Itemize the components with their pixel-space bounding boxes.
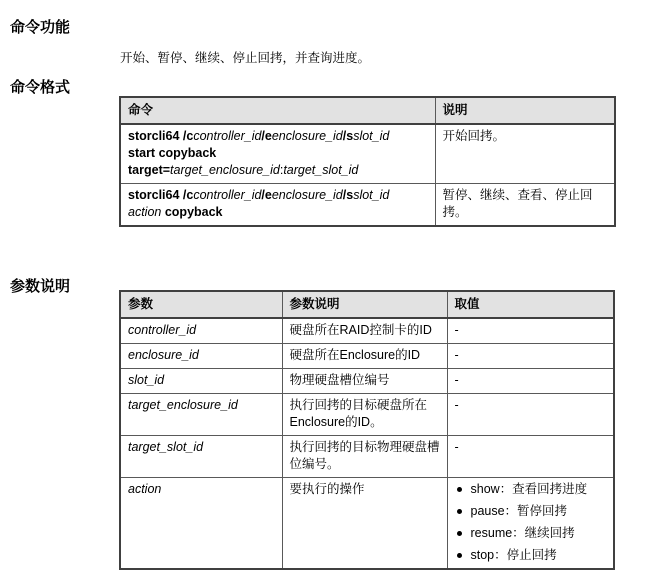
parameter-name-cell: [120, 394, 282, 436]
section-title-command-format: 命令格式: [10, 79, 71, 97]
parameter-description-cell: 硬盘所在Enclosure的ID: [282, 344, 447, 369]
params-table-row: [120, 394, 614, 436]
parameter-value-cell: -: [447, 394, 614, 436]
command-line: [128, 128, 428, 145]
command-cell: [120, 124, 435, 184]
params-table-header-cell: 取值: [447, 291, 614, 318]
command-text-segment: :: [279, 163, 284, 177]
parameter-value-cell: -: [447, 369, 614, 394]
format-table-row: [120, 184, 615, 227]
command-line: [128, 187, 428, 204]
parameter-description-cell: 执行回拷的目标物理硬盘槽位编号。: [282, 436, 447, 478]
value-bullet-item: [455, 481, 607, 498]
parameter-name-cell: [120, 369, 282, 394]
parameter-name: enclosure_id: [128, 348, 199, 362]
command-text-segment: target=: [128, 163, 171, 177]
value-bullet-text: stop：停止回拷: [470, 548, 557, 562]
params-table-header-cell: 参数说明: [282, 291, 447, 318]
format-table-header-cell: 说明: [435, 97, 615, 124]
section-title-parameter-description: 参数说明: [10, 278, 71, 296]
parameter-name: target_slot_id: [128, 440, 204, 454]
parameter-value-cell: -: [447, 318, 614, 344]
command-line: [128, 204, 428, 221]
params-table-row: [120, 478, 614, 570]
command-text-segment: /s: [342, 188, 354, 202]
bullet-icon: [457, 487, 462, 492]
parameter-name: controller_id: [128, 323, 197, 337]
parameter-name-cell: [120, 318, 282, 344]
parameter-value-cell: [447, 478, 614, 570]
command-text-segment: storcli64 /c: [128, 188, 194, 202]
command-description-cell: 暂停、继续、查看、停止回拷。: [435, 184, 615, 227]
command-text-segment: /e: [261, 188, 272, 202]
command-text-segment: copyback: [164, 205, 223, 219]
value-bullet-item: [455, 525, 607, 542]
command-line: [128, 162, 428, 179]
value-bullet-item: [455, 503, 607, 520]
command-text-segment: slot_id: [353, 129, 390, 143]
parameter-value-cell: -: [447, 436, 614, 478]
command-text-segment: controller_id: [193, 188, 262, 202]
parameter-description-cell: 硬盘所在RAID控制卡的ID: [282, 318, 447, 344]
value-bullet-item: [455, 547, 607, 564]
format-table-header-row: [120, 97, 615, 124]
parameter-description-cell: 执行回拷的目标硬盘所在Enclosure的ID。: [282, 394, 447, 436]
command-text-segment: controller_id: [193, 129, 262, 143]
command-text-segment: target_enclosure_id: [170, 163, 280, 177]
command-text-segment: action: [128, 205, 162, 219]
params-table-row: [120, 369, 614, 394]
section-title-command-function: 命令功能: [10, 19, 71, 37]
command-line: [128, 145, 428, 162]
command-text-segment: /s: [342, 129, 354, 143]
parameter-description-cell: 要执行的操作: [282, 478, 447, 570]
command-text-segment: start copyback: [128, 146, 217, 160]
command-text-segment: enclosure_id: [271, 188, 343, 202]
params-table-row: [120, 318, 614, 344]
value-bullet-text: pause：暂停回拷: [470, 504, 568, 518]
value-bullet-text: show：查看回拷进度: [470, 482, 588, 496]
params-table-row: [120, 344, 614, 369]
bullet-icon: [457, 531, 462, 536]
command-text-segment: /e: [261, 129, 272, 143]
parameter-name: slot_id: [128, 373, 165, 387]
command-text-segment: slot_id: [353, 188, 390, 202]
command-text-segment: target_slot_id: [283, 163, 359, 177]
command-text-segment: storcli64 /c: [128, 129, 194, 143]
params-table-row: [120, 436, 614, 478]
parameter-name-cell: [120, 436, 282, 478]
format-table-row: [120, 124, 615, 184]
parameter-name-cell: [120, 344, 282, 369]
command-description-cell: 开始回拷。: [435, 124, 615, 184]
bullet-icon: [457, 553, 462, 558]
parameter-value-cell: -: [447, 344, 614, 369]
command-function-description: 开始、暂停、继续、停止回拷，并查询进度。: [120, 50, 371, 65]
parameter-table: [119, 290, 615, 570]
params-table-header-cell: 参数: [120, 291, 282, 318]
parameter-name: target_enclosure_id: [128, 398, 238, 412]
bullet-icon: [457, 509, 462, 514]
params-table-header-row: [120, 291, 614, 318]
parameter-name-cell: [120, 478, 282, 570]
value-bullet-text: resume：继续回拷: [470, 526, 575, 540]
parameter-description-cell: 物理硬盘槽位编号: [282, 369, 447, 394]
parameter-name: action: [128, 482, 162, 496]
command-format-table: [119, 96, 616, 227]
format-table-header-cell: 命令: [120, 97, 435, 124]
command-cell: [120, 184, 435, 227]
command-text-segment: enclosure_id: [271, 129, 343, 143]
